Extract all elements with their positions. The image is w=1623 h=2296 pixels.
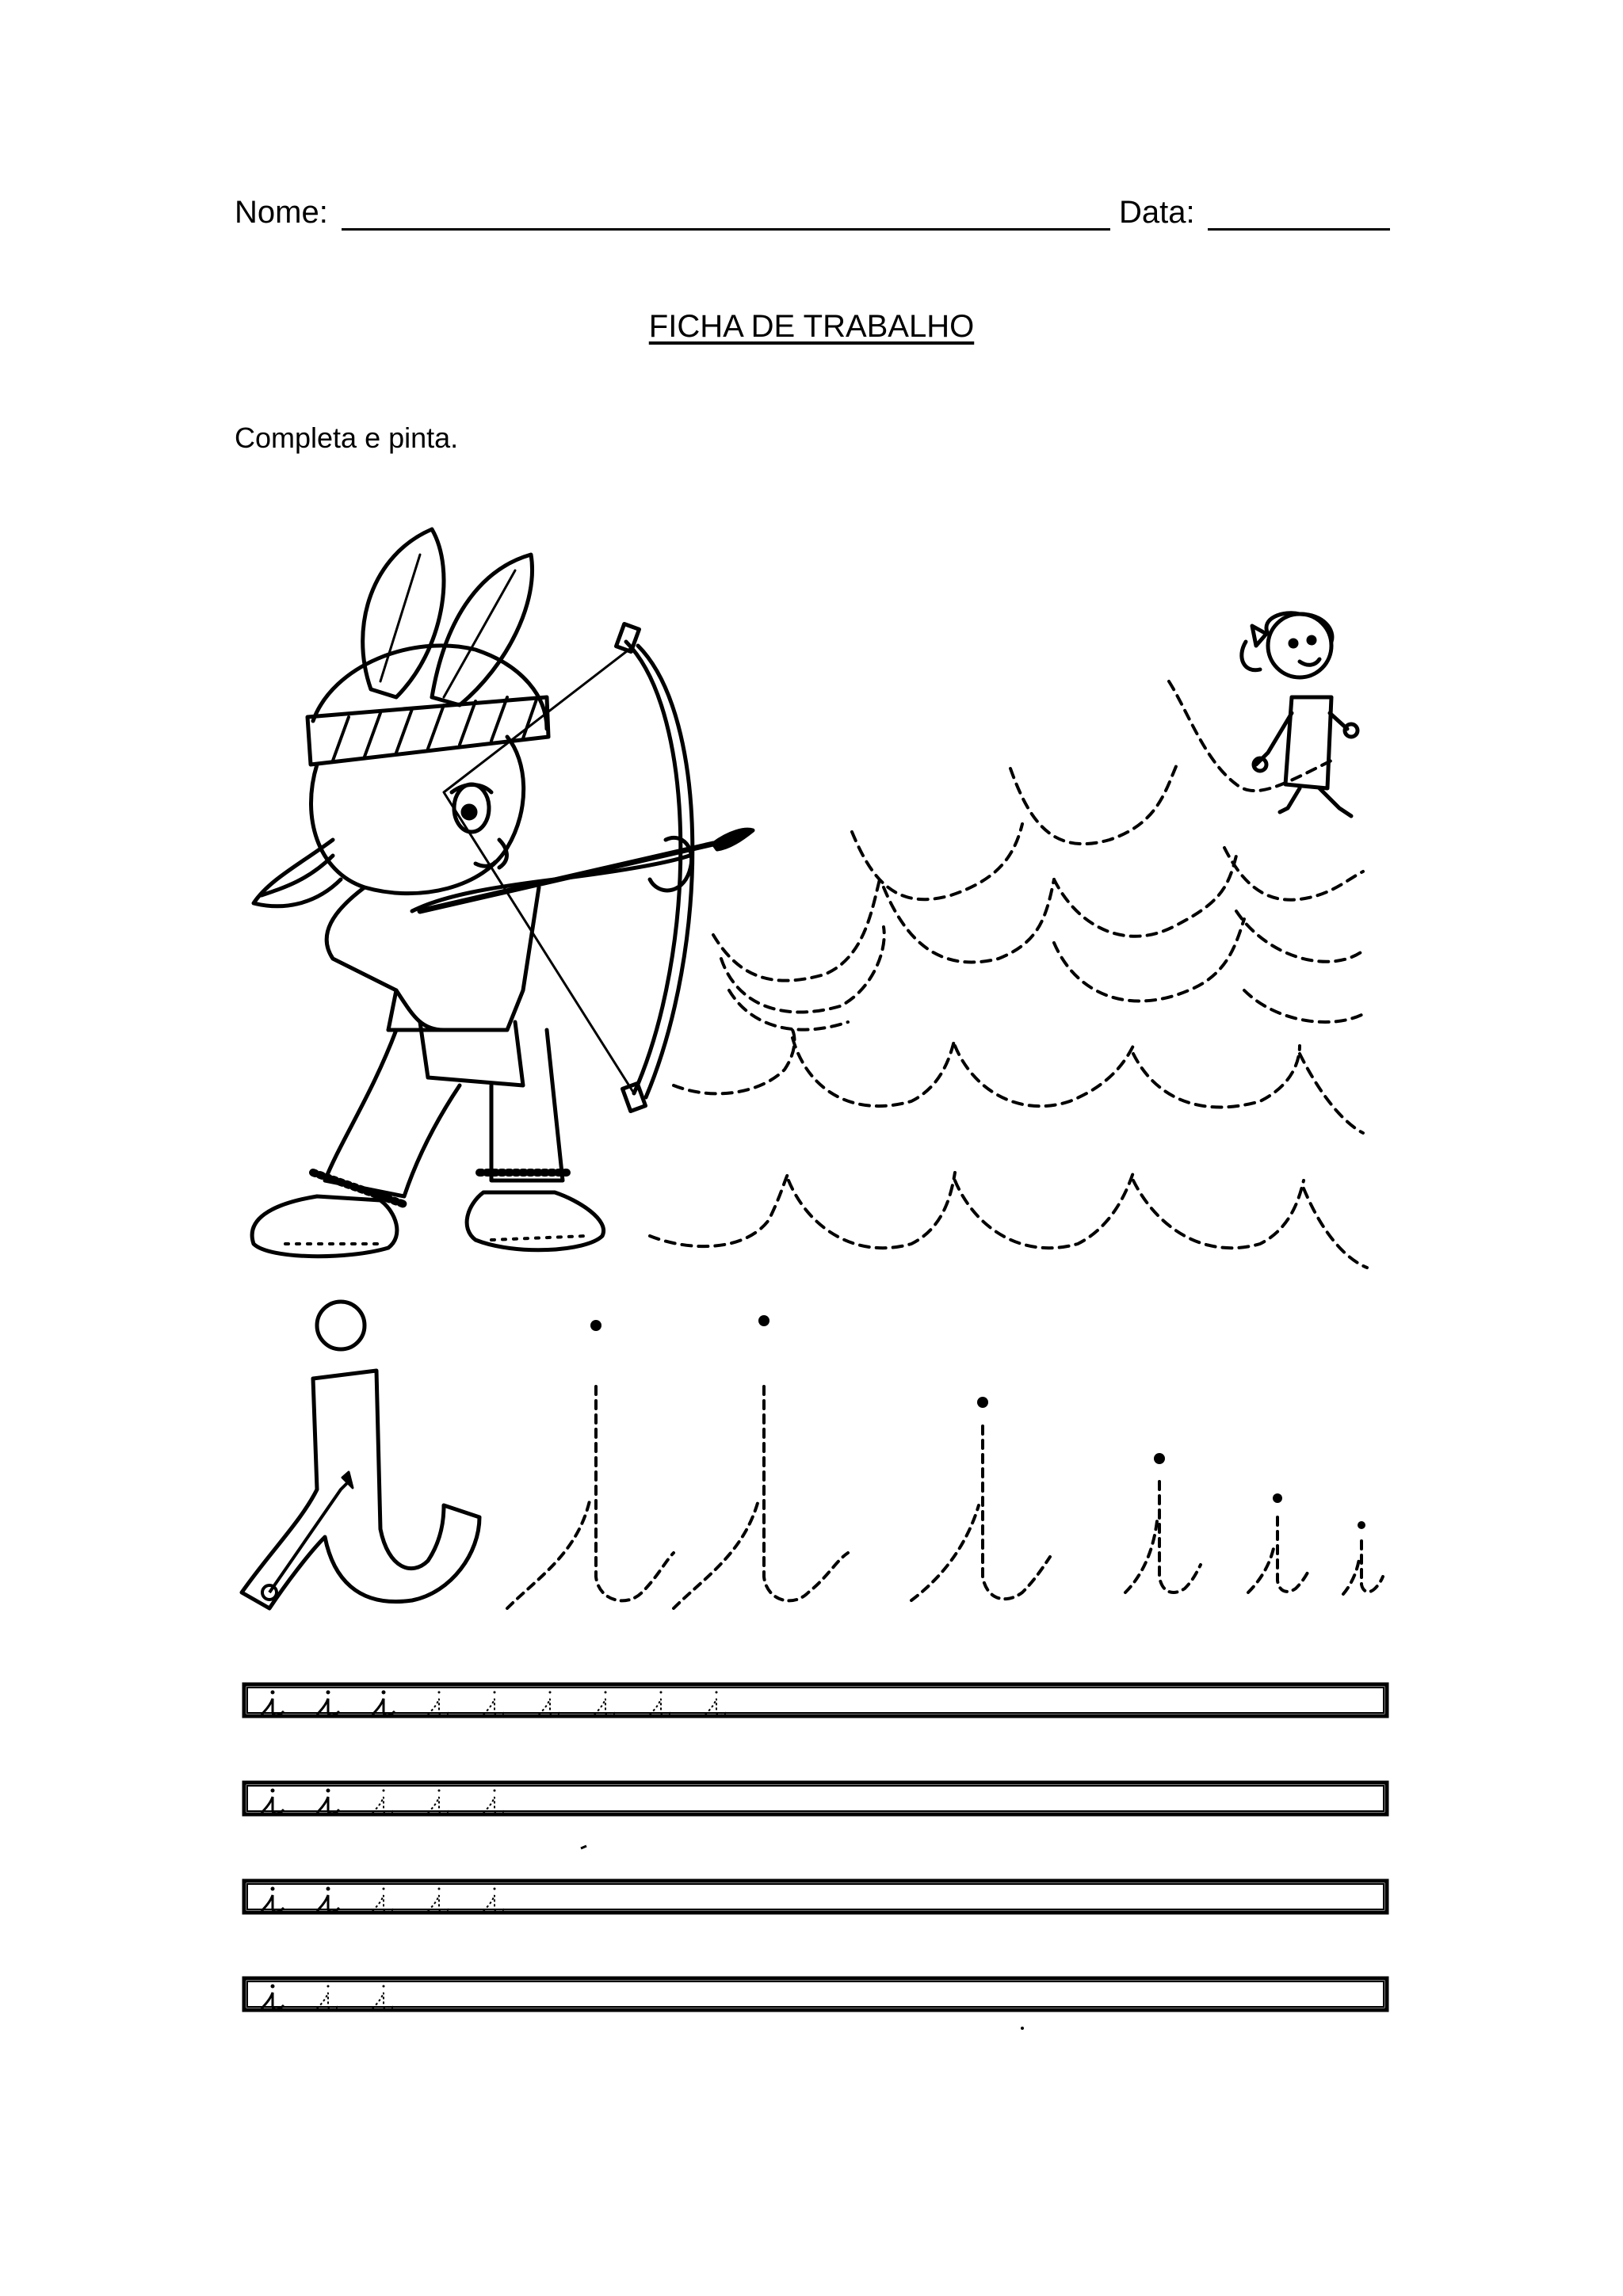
practice-letter-dot <box>327 1985 330 1988</box>
practice-letter-dot <box>716 1691 718 1694</box>
practice-letter-solid <box>317 1895 339 1912</box>
writing-line-4 <box>244 1978 1387 2010</box>
practice-letter-dot <box>494 1888 496 1890</box>
practice-letter-dot <box>660 1691 663 1694</box>
practice-letter-dot <box>327 1789 330 1793</box>
practice-letter-dot <box>605 1691 607 1694</box>
practice-letter-dot <box>494 1790 496 1792</box>
practice-letter-dot <box>382 1691 386 1695</box>
practice-box-2 <box>244 1783 1387 1814</box>
archer-illustration <box>252 529 753 1257</box>
writing-line-1 <box>244 1684 1387 1716</box>
practice-letter-solid <box>372 1699 395 1715</box>
practice-letter-dot <box>271 1887 275 1891</box>
practice-box-3 <box>244 1881 1387 1913</box>
model-letter-i <box>242 1302 479 1608</box>
practice-letters <box>262 1691 727 2009</box>
practice-letter-dot <box>494 1691 496 1694</box>
writing-line-2 <box>244 1783 1387 1814</box>
practice-letter-solid <box>262 1797 284 1814</box>
practice-letter-dot <box>271 1691 275 1695</box>
stray-mark <box>581 1846 586 1848</box>
practice-letter-dot <box>383 1985 385 1988</box>
practice-letter-solid <box>317 1699 339 1715</box>
practice-letter-dot <box>271 1789 275 1793</box>
instruction-text: Completa e pinta. <box>235 421 459 454</box>
writing-line-3 <box>244 1881 1387 1913</box>
practice-letter-dot <box>438 1790 441 1792</box>
practice-letter-solid <box>262 1895 284 1912</box>
stray-dot <box>1021 2027 1024 2030</box>
practice-letter-dot <box>327 1887 330 1891</box>
dotted-letter-row <box>507 1315 1383 1608</box>
practice-letter-dot <box>383 1888 385 1890</box>
practice-letter-dot <box>438 1691 441 1694</box>
name-label: Nome: <box>235 195 328 230</box>
practice-letter-dot <box>383 1790 385 1792</box>
practice-letter-solid <box>262 1993 284 2009</box>
practice-letter-dot <box>327 1691 330 1695</box>
practice-letter-solid <box>317 1797 339 1814</box>
practice-letter-solid <box>262 1699 284 1715</box>
practice-letter-dot <box>271 1985 275 1989</box>
practice-box-4 <box>244 1978 1387 2010</box>
date-label: Data: <box>1119 195 1195 230</box>
practice-box-1 <box>244 1684 1387 1716</box>
model-letter-dot <box>317 1302 365 1349</box>
girl-illustration <box>1242 613 1358 816</box>
practice-letter-dot <box>438 1888 441 1890</box>
page-title: FICHA DE TRABALHO <box>648 309 975 344</box>
practice-letter-dot <box>549 1691 552 1694</box>
